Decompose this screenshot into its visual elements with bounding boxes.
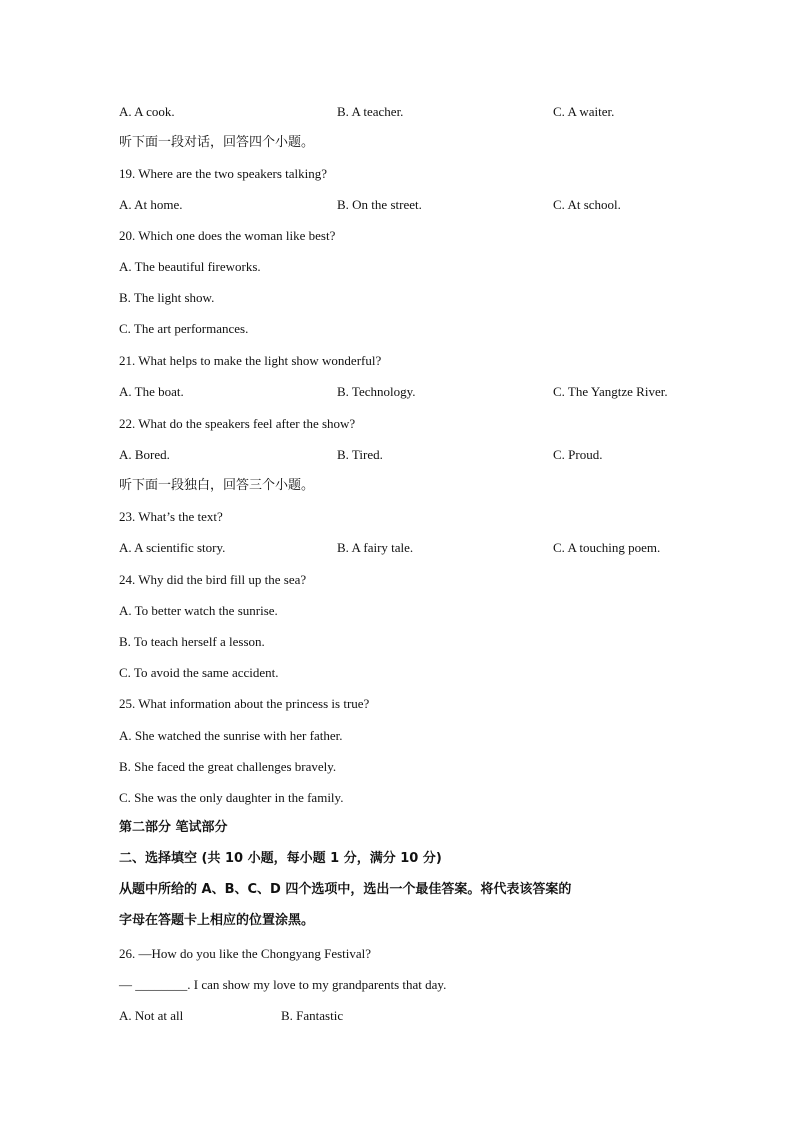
q23-stem: 23. What’s the text? [119, 509, 223, 524]
q24-stem: 24. Why did the bird fill up the sea? [119, 572, 307, 587]
q19-stem: 19. Where are the two speakers talking? [119, 166, 328, 181]
q21-option-b: B. Technology. [337, 384, 416, 399]
q19-option-a: A. At home. [119, 197, 183, 212]
q18-option-b: B. A teacher. [337, 104, 404, 119]
q21-option-a: A. The boat. [119, 384, 184, 399]
q21-stem: 21. What helps to make the light show wonderful? [119, 353, 382, 368]
q21-option-c: C. The Yangtze River. [553, 384, 668, 399]
q25-option-a: A. She watched the sunrise with her father. [119, 728, 343, 743]
q26-option-a: A. Not at all [119, 1008, 184, 1023]
q23-option-b: B. A fairy tale. [337, 540, 414, 555]
q25-option-c: C. She was the only daughter in the family. [119, 790, 344, 805]
section-two-instruction-line1: 从题中所给的 A、B、C、D 四个选项中，选出一个最佳答案。将代表该答案的 [119, 882, 572, 897]
q22-stem: 22. What do the speakers feel after the show? [119, 416, 356, 431]
q24-option-a: A. To better watch the sunrise. [119, 603, 278, 618]
q24-option-b: B. To teach herself a lesson. [119, 634, 265, 649]
q26-stem: 26. —How do you like the Chongyang Festival? [119, 946, 372, 961]
q20-option-c: C. The art performances. [119, 321, 249, 336]
q24-option-c: C. To avoid the same accident. [119, 665, 279, 680]
section-two-instruction-line2: 字母在答题卡上相应的位置涂黑。 [119, 913, 315, 928]
q22-option-b: B. Tired. [337, 447, 383, 462]
q20-option-b: B. The light show. [119, 290, 215, 305]
q18-option-c: C. A waiter. [553, 104, 615, 119]
q19-option-b: B. On the street. [337, 197, 422, 212]
q23-option-c: C. A touching poem. [553, 540, 661, 555]
q25-option-b: B. She faced the great challenges bravely. [119, 759, 337, 774]
q20-stem: 20. Which one does the woman like best? [119, 228, 336, 243]
q22-option-c: C. Proud. [553, 447, 603, 462]
q23-option-a: A. A scientific story. [119, 540, 226, 555]
dialogue-instruction: 听下面一段对话，回答四个小题。 [119, 135, 315, 150]
q26-option-b: B. Fantastic [281, 1008, 344, 1023]
q26-response: — ________. I can show my love to my grandparents that day. [119, 977, 447, 992]
q25-stem: 25. What information about the princess is true? [119, 696, 370, 711]
q18-option-a: A. A cook. [119, 104, 175, 119]
q19-option-c: C. At school. [553, 197, 621, 212]
section-two-title: 二、选择填空 (共 10 小题，每小题 1 分，满分 10 分) [119, 851, 442, 866]
q20-option-a: A. The beautiful fireworks. [119, 259, 261, 274]
part-two-title: 第二部分 笔试部分 [119, 820, 228, 835]
monologue-instruction: 听下面一段独白，回答三个小题。 [119, 478, 315, 493]
q22-option-a: A. Bored. [119, 447, 170, 462]
